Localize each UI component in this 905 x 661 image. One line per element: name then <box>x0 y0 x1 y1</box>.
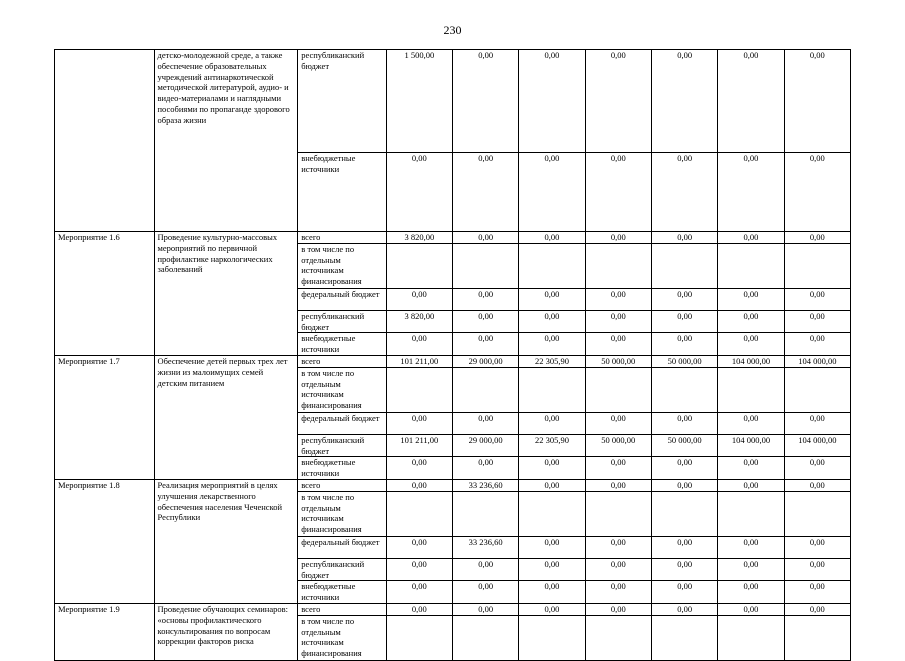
funding-source-cell: внебюджетные источники <box>298 457 386 480</box>
funding-source-cell: федеральный бюджет <box>298 288 386 310</box>
funding-source-cell: внебюджетные источники <box>298 333 386 356</box>
amount-cell: 0,00 <box>718 536 784 558</box>
table-row <box>55 479 851 491</box>
amount-cell: 0,00 <box>651 288 717 310</box>
amount-cell: 104 000,00 <box>784 434 850 457</box>
amount-cell: 33 236,60 <box>452 536 518 558</box>
amount-cell: 0,00 <box>519 558 585 581</box>
amount-cell <box>386 491 452 536</box>
amount-cell: 22 305,90 <box>519 355 585 367</box>
amount-cell: 104 000,00 <box>718 355 784 367</box>
amount-cell: 0,00 <box>452 457 518 480</box>
amount-cell: 0,00 <box>452 603 518 615</box>
amount-cell: 0,00 <box>386 581 452 604</box>
amount-cell: 0,00 <box>651 333 717 356</box>
amount-cell: 0,00 <box>452 310 518 333</box>
measure-name-cell: детско-молодежной среде, а также обеспечение образовательных учреждений антинаркотической методической литературой, аудио- и видео-материалами и наглядными пособиями по пропаганде здорового образа жизни <box>154 50 298 232</box>
amount-cell: 29 000,00 <box>452 355 518 367</box>
amount-cell: 0,00 <box>784 288 850 310</box>
amount-cell <box>651 615 717 660</box>
measure-code-cell <box>55 50 155 232</box>
amount-cell: 0,00 <box>651 536 717 558</box>
funding-source-cell: в том числе по отдельным источникам финансирования <box>298 491 386 536</box>
funding-source-cell: внебюджетные источники <box>298 581 386 604</box>
amount-cell: 0,00 <box>784 536 850 558</box>
amount-cell: 0,00 <box>519 288 585 310</box>
amount-cell: 0,00 <box>585 50 651 153</box>
amount-cell: 101 211,00 <box>386 434 452 457</box>
amount-cell <box>718 615 784 660</box>
table-row <box>55 603 851 615</box>
amount-cell: 0,00 <box>452 153 518 232</box>
amount-cell: 0,00 <box>452 232 518 244</box>
amount-cell: 0,00 <box>386 153 452 232</box>
amount-cell: 0,00 <box>519 333 585 356</box>
funding-source-cell: внебюджетные источники <box>298 153 386 232</box>
amount-cell: 0,00 <box>651 232 717 244</box>
funding-source-cell: всего <box>298 603 386 615</box>
amount-cell: 0,00 <box>452 333 518 356</box>
amount-cell: 0,00 <box>784 412 850 434</box>
amount-cell: 0,00 <box>651 412 717 434</box>
funding-source-cell: республиканский бюджет <box>298 434 386 457</box>
amount-cell: 0,00 <box>718 310 784 333</box>
amount-cell <box>585 491 651 536</box>
funding-source-cell: всего <box>298 479 386 491</box>
amount-cell: 0,00 <box>585 558 651 581</box>
amount-cell <box>784 243 850 288</box>
amount-cell: 0,00 <box>519 50 585 153</box>
amount-cell <box>519 491 585 536</box>
amount-cell <box>784 615 850 660</box>
amount-cell: 0,00 <box>452 412 518 434</box>
amount-cell: 0,00 <box>718 153 784 232</box>
table-row <box>55 232 851 244</box>
amount-cell: 0,00 <box>519 310 585 333</box>
amount-cell: 0,00 <box>519 232 585 244</box>
amount-cell <box>519 367 585 412</box>
amount-cell: 50 000,00 <box>651 355 717 367</box>
amount-cell: 104 000,00 <box>784 355 850 367</box>
amount-cell: 29 000,00 <box>452 434 518 457</box>
amount-cell <box>585 615 651 660</box>
amount-cell: 0,00 <box>718 50 784 153</box>
measure-code-cell: Мероприятие 1.9 <box>55 603 155 660</box>
amount-cell <box>718 367 784 412</box>
amount-cell: 0,00 <box>452 581 518 604</box>
amount-cell: 0,00 <box>718 581 784 604</box>
amount-cell: 0,00 <box>585 333 651 356</box>
measure-code-cell: Мероприятие 1.6 <box>55 232 155 356</box>
measure-name-cell: Проведение культурно-массовых мероприятий по первичной профилактике наркологических заболеваний <box>154 232 298 356</box>
amount-cell: 0,00 <box>784 603 850 615</box>
amount-cell: 0,00 <box>519 581 585 604</box>
amount-cell: 0,00 <box>519 536 585 558</box>
amount-cell: 104 000,00 <box>718 434 784 457</box>
amount-cell <box>651 491 717 536</box>
funding-source-cell: республиканский бюджет <box>298 558 386 581</box>
amount-cell: 0,00 <box>585 479 651 491</box>
amount-cell: 0,00 <box>784 558 850 581</box>
amount-cell <box>452 243 518 288</box>
measure-name-cell: Обеспечение детей первых трех лет жизни из малоимущих семей детским питанием <box>154 355 298 479</box>
amount-cell: 0,00 <box>651 457 717 480</box>
amount-cell <box>651 243 717 288</box>
amount-cell <box>452 615 518 660</box>
amount-cell <box>784 491 850 536</box>
amount-cell: 0,00 <box>386 412 452 434</box>
amount-cell: 0,00 <box>519 412 585 434</box>
amount-cell: 0,00 <box>718 232 784 244</box>
amount-cell: 0,00 <box>784 232 850 244</box>
amount-cell: 0,00 <box>718 412 784 434</box>
amount-cell: 101 211,00 <box>386 355 452 367</box>
funding-source-cell: в том числе по отдельным источникам финансирования <box>298 367 386 412</box>
amount-cell: 33 236,60 <box>452 479 518 491</box>
amount-cell: 0,00 <box>784 153 850 232</box>
amount-cell: 0,00 <box>585 603 651 615</box>
amount-cell: 0,00 <box>519 603 585 615</box>
amount-cell: 0,00 <box>585 581 651 604</box>
amount-cell: 0,00 <box>452 558 518 581</box>
amount-cell: 0,00 <box>452 288 518 310</box>
amount-cell: 0,00 <box>718 288 784 310</box>
amount-cell <box>784 367 850 412</box>
amount-cell <box>519 243 585 288</box>
amount-cell <box>718 243 784 288</box>
amount-cell: 0,00 <box>784 581 850 604</box>
amount-cell: 50 000,00 <box>651 434 717 457</box>
amount-cell: 50 000,00 <box>585 355 651 367</box>
amount-cell: 0,00 <box>386 457 452 480</box>
amount-cell <box>386 243 452 288</box>
funding-source-cell: всего <box>298 355 386 367</box>
funding-source-cell: в том числе по отдельным источникам финансирования <box>298 243 386 288</box>
amount-cell <box>452 491 518 536</box>
table-row <box>55 50 851 153</box>
amount-cell: 1 500,00 <box>386 50 452 153</box>
amount-cell: 0,00 <box>718 603 784 615</box>
amount-cell: 0,00 <box>784 457 850 480</box>
amount-cell: 0,00 <box>651 603 717 615</box>
amount-cell: 0,00 <box>452 50 518 153</box>
amount-cell: 0,00 <box>718 457 784 480</box>
amount-cell: 0,00 <box>784 333 850 356</box>
amount-cell: 0,00 <box>386 479 452 491</box>
amount-cell <box>651 367 717 412</box>
table-row <box>55 355 851 367</box>
funding-source-cell: федеральный бюджет <box>298 536 386 558</box>
amount-cell: 0,00 <box>386 558 452 581</box>
measure-code-cell: Мероприятие 1.8 <box>55 479 155 603</box>
amount-cell: 0,00 <box>784 310 850 333</box>
amount-cell: 3 820,00 <box>386 232 452 244</box>
amount-cell <box>452 367 518 412</box>
amount-cell: 0,00 <box>585 232 651 244</box>
amount-cell: 0,00 <box>386 333 452 356</box>
amount-cell: 0,00 <box>651 310 717 333</box>
measure-name-cell: Реализация мероприятий в целях улучшения лекарственного обеспечения населения Чеченской Республики <box>154 479 298 603</box>
amount-cell: 0,00 <box>585 412 651 434</box>
amount-cell: 0,00 <box>784 479 850 491</box>
amount-cell: 0,00 <box>386 603 452 615</box>
amount-cell: 0,00 <box>585 536 651 558</box>
funding-source-cell: в том числе по отдельным источникам финансирования <box>298 615 386 660</box>
amount-cell: 0,00 <box>718 479 784 491</box>
amount-cell: 0,00 <box>585 310 651 333</box>
amount-cell: 0,00 <box>651 153 717 232</box>
amount-cell: 22 305,90 <box>519 434 585 457</box>
amount-cell: 0,00 <box>651 558 717 581</box>
amount-cell: 0,00 <box>718 333 784 356</box>
amount-cell: 0,00 <box>585 288 651 310</box>
amount-cell: 0,00 <box>519 457 585 480</box>
amount-cell: 0,00 <box>784 50 850 153</box>
amount-cell: 0,00 <box>519 479 585 491</box>
amount-cell: 0,00 <box>386 288 452 310</box>
amount-cell: 0,00 <box>519 153 585 232</box>
page-number: 230 <box>443 23 462 37</box>
amount-cell: 0,00 <box>651 479 717 491</box>
amount-cell: 0,00 <box>585 153 651 232</box>
amount-cell: 0,00 <box>585 457 651 480</box>
amount-cell: 0,00 <box>651 50 717 153</box>
amount-cell: 3 820,00 <box>386 310 452 333</box>
amount-cell: 0,00 <box>718 558 784 581</box>
funding-source-cell: республиканский бюджет <box>298 50 386 153</box>
amount-cell: 0,00 <box>386 536 452 558</box>
funding-table <box>54 49 851 661</box>
amount-cell: 0,00 <box>651 581 717 604</box>
funding-source-cell: республиканский бюджет <box>298 310 386 333</box>
amount-cell <box>585 243 651 288</box>
amount-cell <box>386 367 452 412</box>
measure-code-cell: Мероприятие 1.7 <box>55 355 155 479</box>
amount-cell <box>386 615 452 660</box>
amount-cell <box>585 367 651 412</box>
amount-cell: 50 000,00 <box>585 434 651 457</box>
amount-cell <box>519 615 585 660</box>
funding-source-cell: федеральный бюджет <box>298 412 386 434</box>
funding-source-cell: всего <box>298 232 386 244</box>
amount-cell <box>718 491 784 536</box>
measure-name-cell: Проведение обучающих семинаров: «основы профилактического консультирования по вопросам коррекции факторов риска <box>154 603 298 660</box>
